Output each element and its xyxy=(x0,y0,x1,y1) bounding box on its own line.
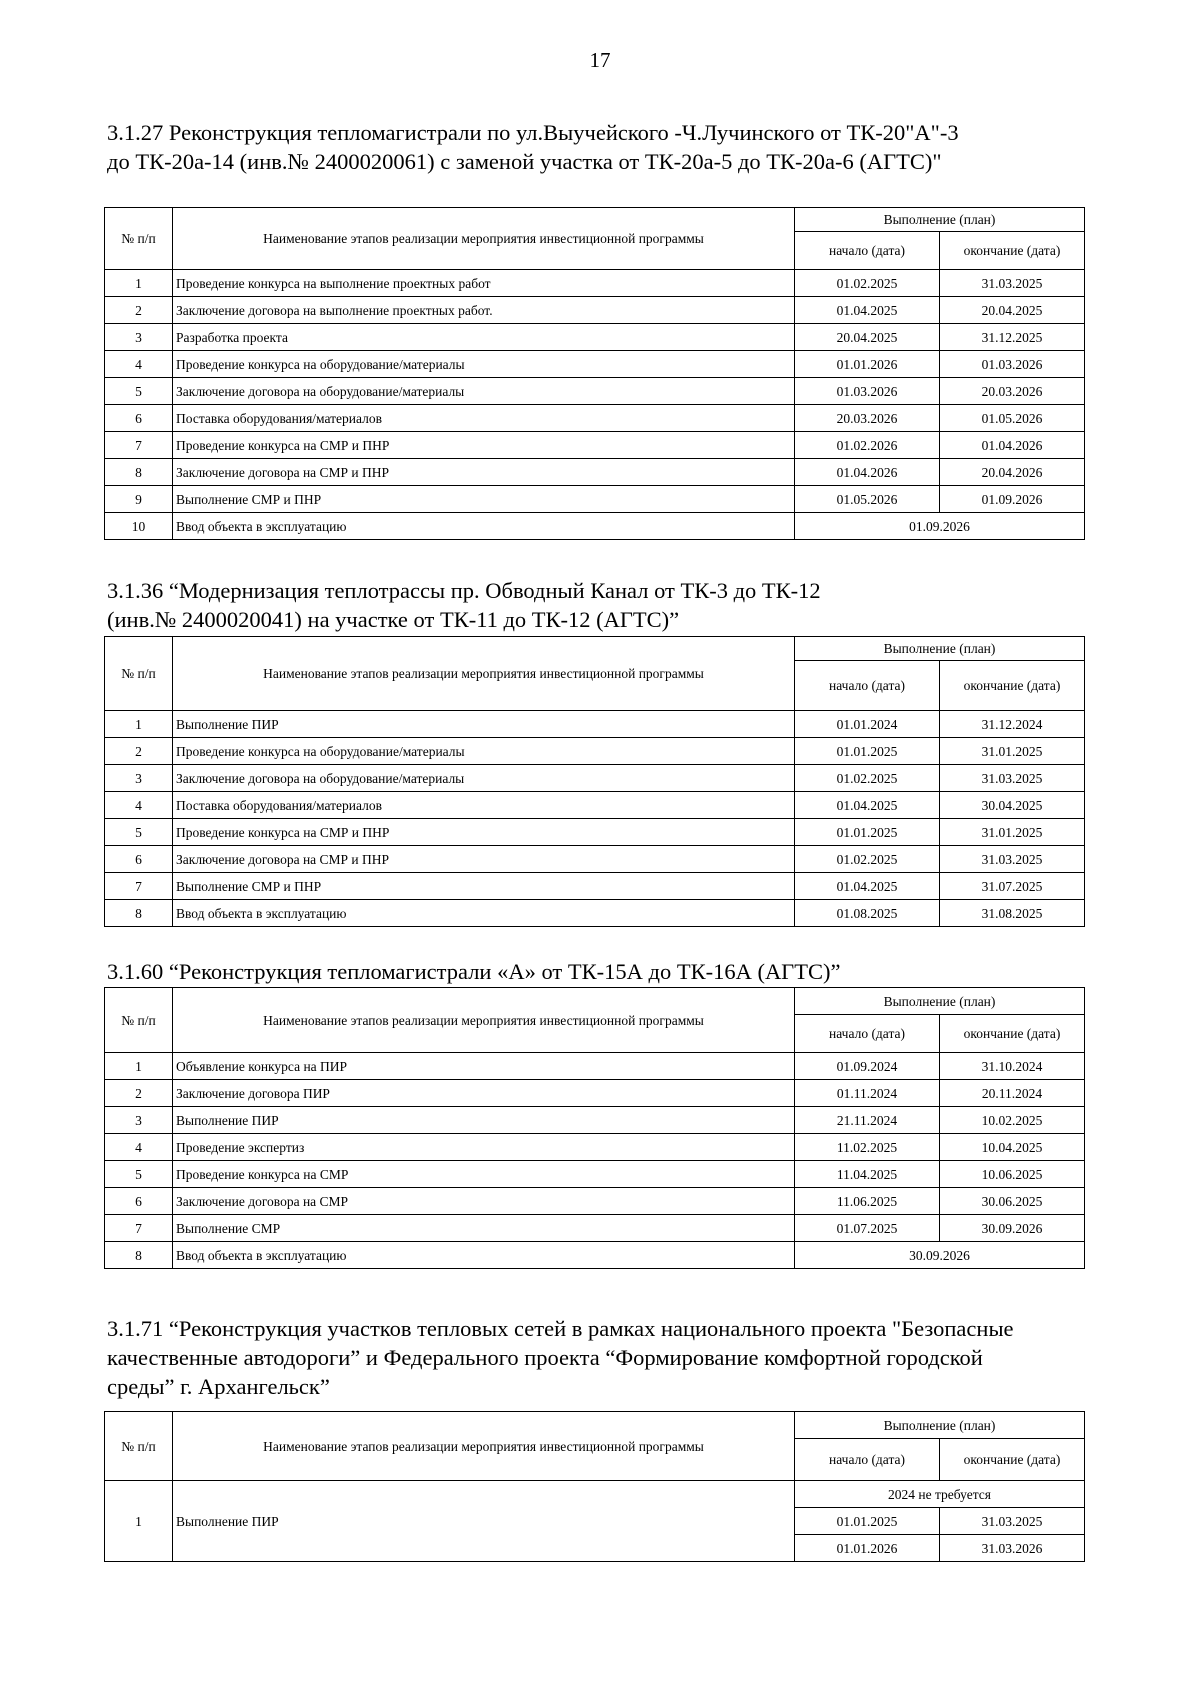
table-row xyxy=(105,1134,1085,1161)
row-stage: Ввод объекта в эксплуатацию xyxy=(173,900,795,927)
row-stage: Выполнение ПИР xyxy=(173,1107,795,1134)
table-row xyxy=(105,513,1085,540)
header-plan: Выполнение (план) xyxy=(795,208,1085,232)
row-num: 10 xyxy=(105,513,173,540)
row-stage: Проведение конкурса на СМР и ПНР xyxy=(173,432,795,459)
row-start-date: 01.02.2025 xyxy=(795,270,940,297)
row-end-date: 30.06.2025 xyxy=(940,1188,1085,1215)
row-end-date: 31.10.2024 xyxy=(940,1053,1085,1080)
table-row xyxy=(105,873,1085,900)
row-start-date: 01.02.2025 xyxy=(795,846,940,873)
row-stage: Поставка оборудования/материалов xyxy=(173,792,795,819)
section-title-line: 3.1.36 “Модернизация теплотрассы пр. Обводный Канал от ТК-3 до ТК-12 xyxy=(107,578,821,603)
section-title-3-1-27 xyxy=(107,118,1097,176)
row-stage: Проведение конкурса на выполнение проектных работ xyxy=(173,270,795,297)
table-row xyxy=(105,792,1085,819)
row-stage: Заключение договора ПИР xyxy=(173,1080,795,1107)
header-stage-name: Наименование этапов реализации мероприятия инвестиционной программы xyxy=(173,988,795,1053)
section-title-line: среды” г. Архангельск” xyxy=(107,1374,330,1399)
table-row xyxy=(105,270,1085,297)
row-num: 2 xyxy=(105,297,173,324)
row-end-date: 01.09.2026 xyxy=(940,486,1085,513)
row-num: 8 xyxy=(105,1242,173,1269)
row-stage: Выполнение ПИР xyxy=(173,1481,795,1562)
header-start: начало (дата) xyxy=(795,232,940,270)
row-end-date: 31.08.2025 xyxy=(940,900,1085,927)
table-row xyxy=(105,819,1085,846)
row-start-date: 01.04.2025 xyxy=(795,873,940,900)
row-stage: Объявление конкурса на ПИР xyxy=(173,1053,795,1080)
row-num: 2 xyxy=(105,1080,173,1107)
header-num: № п/п xyxy=(105,988,173,1053)
table-row xyxy=(105,405,1085,432)
row-num: 5 xyxy=(105,1161,173,1188)
header-end: окончание (дата) xyxy=(940,1439,1085,1481)
table-row xyxy=(105,765,1085,792)
row-num: 1 xyxy=(105,1053,173,1080)
row-start-date: 01.01.2024 xyxy=(795,711,940,738)
table-row xyxy=(105,738,1085,765)
row-stage: Проведение конкурса на СМР xyxy=(173,1161,795,1188)
row-stage: Выполнение СМР xyxy=(173,1215,795,1242)
schedule-table-3-1-60 xyxy=(104,987,1085,1269)
row-end-date: 10.04.2025 xyxy=(940,1134,1085,1161)
table-row xyxy=(105,1481,1085,1508)
row-stage: Заключение договора на оборудование/материалы xyxy=(173,765,795,792)
row-start-date: 01.11.2024 xyxy=(795,1080,940,1107)
section-title-line: 3.1.27 Реконструкция тепломагистрали по ул.Выучейского -Ч.Лучинского от ТК-20"А"-3 xyxy=(107,120,959,145)
row-stage: Выполнение СМР и ПНР xyxy=(173,486,795,513)
table-row xyxy=(105,351,1085,378)
table-row xyxy=(105,1080,1085,1107)
header-plan: Выполнение (план) xyxy=(795,1412,1085,1439)
table-row xyxy=(105,297,1085,324)
section-title-line: 3.1.60 “Реконструкция тепломагистрали «А» от ТК-15А до ТК-16А (АГТС)” xyxy=(107,959,841,984)
row-end-date: 31.12.2025 xyxy=(940,324,1085,351)
table-row xyxy=(105,1242,1085,1269)
row-start-date: 01.09.2024 xyxy=(795,1053,940,1080)
row-start-date: 01.01.2026 xyxy=(795,351,940,378)
row-stage: Заключение договора на СМР и ПНР xyxy=(173,846,795,873)
header-start: начало (дата) xyxy=(795,1439,940,1481)
row-num: 7 xyxy=(105,1215,173,1242)
row-merged-date: 01.09.2026 xyxy=(795,513,1085,540)
row-end-date: 01.04.2026 xyxy=(940,432,1085,459)
schedule-table-3-1-36 xyxy=(104,636,1085,927)
row-num: 1 xyxy=(105,711,173,738)
row-stage: Поставка оборудования/материалов xyxy=(173,405,795,432)
row-end-date: 20.04.2026 xyxy=(940,459,1085,486)
header-num: № п/п xyxy=(105,637,173,711)
row-start-date: 01.04.2025 xyxy=(795,297,940,324)
row-num: 3 xyxy=(105,765,173,792)
row-start-date: 01.02.2026 xyxy=(795,432,940,459)
table-row xyxy=(105,459,1085,486)
header-start: начало (дата) xyxy=(795,661,940,711)
row-num: 4 xyxy=(105,351,173,378)
table-row xyxy=(105,1161,1085,1188)
header-plan: Выполнение (план) xyxy=(795,637,1085,661)
row-num: 9 xyxy=(105,486,173,513)
row-stage: Ввод объекта в эксплуатацию xyxy=(173,513,795,540)
row-start-date: 01.01.2025 xyxy=(795,819,940,846)
header-stage-name: Наименование этапов реализации мероприятия инвестиционной программы xyxy=(173,1412,795,1481)
section-title-line: 3.1.71 “Реконструкция участков тепловых сетей в рамках национального проекта "Безопасные xyxy=(107,1316,1014,1341)
row-stage: Выполнение СМР и ПНР xyxy=(173,873,795,900)
row-start-date: 01.01.2026 xyxy=(795,1535,940,1562)
row-end-date: 31.03.2025 xyxy=(940,270,1085,297)
header-num: № п/п xyxy=(105,208,173,270)
table-row xyxy=(105,378,1085,405)
schedule-table-3-1-27 xyxy=(104,207,1085,540)
table-row xyxy=(105,486,1085,513)
row-start-date: 01.05.2026 xyxy=(795,486,940,513)
row-start-date: 11.02.2025 xyxy=(795,1134,940,1161)
header-stage-name: Наименование этапов реализации мероприятия инвестиционной программы xyxy=(173,637,795,711)
row-start-date: 11.04.2025 xyxy=(795,1161,940,1188)
row-num: 3 xyxy=(105,324,173,351)
table-row xyxy=(105,1053,1085,1080)
row-end-date: 31.07.2025 xyxy=(940,873,1085,900)
table-row xyxy=(105,711,1085,738)
row-stage: Заключение договора на оборудование/материалы xyxy=(173,378,795,405)
row-stage: Ввод объекта в эксплуатацию xyxy=(173,1242,795,1269)
row-num: 8 xyxy=(105,900,173,927)
row-end-date: 20.04.2025 xyxy=(940,297,1085,324)
header-end: окончание (дата) xyxy=(940,232,1085,270)
row-stage: Проведение конкурса на оборудование/материалы xyxy=(173,738,795,765)
row-num: 7 xyxy=(105,873,173,900)
table-row xyxy=(105,1188,1085,1215)
header-stage-name: Наименование этапов реализации мероприятия инвестиционной программы xyxy=(173,208,795,270)
row-start-date: 01.04.2026 xyxy=(795,459,940,486)
table-row xyxy=(105,1215,1085,1242)
row-num: 3 xyxy=(105,1107,173,1134)
row-start-date: 01.01.2025 xyxy=(795,738,940,765)
section-title-line: до ТК-20а-14 (инв.№ 2400020061) с заменой участка от ТК-20а-5 до ТК-20а-6 (АГТС)" xyxy=(107,149,942,174)
row-merged-note: 2024 не требуется xyxy=(795,1481,1085,1508)
row-stage: Разработка проекта xyxy=(173,324,795,351)
row-start-date: 20.04.2025 xyxy=(795,324,940,351)
row-num: 1 xyxy=(105,1481,173,1562)
row-start-date: 01.03.2026 xyxy=(795,378,940,405)
table-row xyxy=(105,324,1085,351)
row-stage: Заключение договора на выполнение проектных работ. xyxy=(173,297,795,324)
row-start-date: 01.08.2025 xyxy=(795,900,940,927)
row-end-date: 30.09.2026 xyxy=(940,1215,1085,1242)
row-start-date: 21.11.2024 xyxy=(795,1107,940,1134)
row-num: 7 xyxy=(105,432,173,459)
row-end-date: 10.02.2025 xyxy=(940,1107,1085,1134)
row-end-date: 31.12.2024 xyxy=(940,711,1085,738)
row-num: 4 xyxy=(105,792,173,819)
row-end-date: 31.01.2025 xyxy=(940,738,1085,765)
row-start-date: 01.04.2025 xyxy=(795,792,940,819)
table-row xyxy=(105,1107,1085,1134)
row-start-date: 01.07.2025 xyxy=(795,1215,940,1242)
row-stage: Проведение экспертиз xyxy=(173,1134,795,1161)
row-end-date: 31.01.2025 xyxy=(940,819,1085,846)
row-end-date: 10.06.2025 xyxy=(940,1161,1085,1188)
row-start-date: 01.02.2025 xyxy=(795,765,940,792)
row-num: 8 xyxy=(105,459,173,486)
row-end-date: 20.11.2024 xyxy=(940,1080,1085,1107)
section-title-line: (инв.№ 2400020041) на участке от ТК-11 до ТК-12 (АГТС)” xyxy=(107,607,680,632)
header-plan: Выполнение (план) xyxy=(795,988,1085,1015)
page-number: 17 xyxy=(589,48,611,72)
header-end: окончание (дата) xyxy=(940,1015,1085,1053)
row-start-date: 20.03.2026 xyxy=(795,405,940,432)
row-num: 2 xyxy=(105,738,173,765)
row-num: 6 xyxy=(105,1188,173,1215)
row-merged-date: 30.09.2026 xyxy=(795,1242,1085,1269)
section-title-3-1-36 xyxy=(107,576,1097,634)
row-num: 4 xyxy=(105,1134,173,1161)
row-stage: Заключение договора на СМР и ПНР xyxy=(173,459,795,486)
row-num: 5 xyxy=(105,378,173,405)
row-num: 1 xyxy=(105,270,173,297)
table-row xyxy=(105,900,1085,927)
row-end-date: 31.03.2025 xyxy=(940,846,1085,873)
row-end-date: 01.03.2026 xyxy=(940,351,1085,378)
row-stage: Проведение конкурса на СМР и ПНР xyxy=(173,819,795,846)
row-end-date: 31.03.2025 xyxy=(940,765,1085,792)
table-row xyxy=(105,846,1085,873)
section-title-3-1-71 xyxy=(107,1314,1097,1401)
row-start-date: 11.06.2025 xyxy=(795,1188,940,1215)
row-num: 6 xyxy=(105,405,173,432)
row-end-date: 31.03.2026 xyxy=(940,1535,1085,1562)
header-start: начало (дата) xyxy=(795,1015,940,1053)
header-end: окончание (дата) xyxy=(940,661,1085,711)
header-num: № п/п xyxy=(105,1412,173,1481)
table-row xyxy=(105,432,1085,459)
row-num: 5 xyxy=(105,819,173,846)
row-end-date: 01.05.2026 xyxy=(940,405,1085,432)
row-num: 6 xyxy=(105,846,173,873)
section-title-3-1-60 xyxy=(107,957,1097,986)
section-title-line: качественные автодороги” и Федерального проекта “Формирование комфортной городской xyxy=(107,1345,983,1370)
row-end-date: 31.03.2025 xyxy=(940,1508,1085,1535)
row-end-date: 30.04.2025 xyxy=(940,792,1085,819)
row-start-date: 01.01.2025 xyxy=(795,1508,940,1535)
row-end-date: 20.03.2026 xyxy=(940,378,1085,405)
row-stage: Выполнение ПИР xyxy=(173,711,795,738)
row-stage: Проведение конкурса на оборудование/материалы xyxy=(173,351,795,378)
schedule-table-3-1-71 xyxy=(104,1411,1085,1562)
row-stage: Заключение договора на СМР xyxy=(173,1188,795,1215)
